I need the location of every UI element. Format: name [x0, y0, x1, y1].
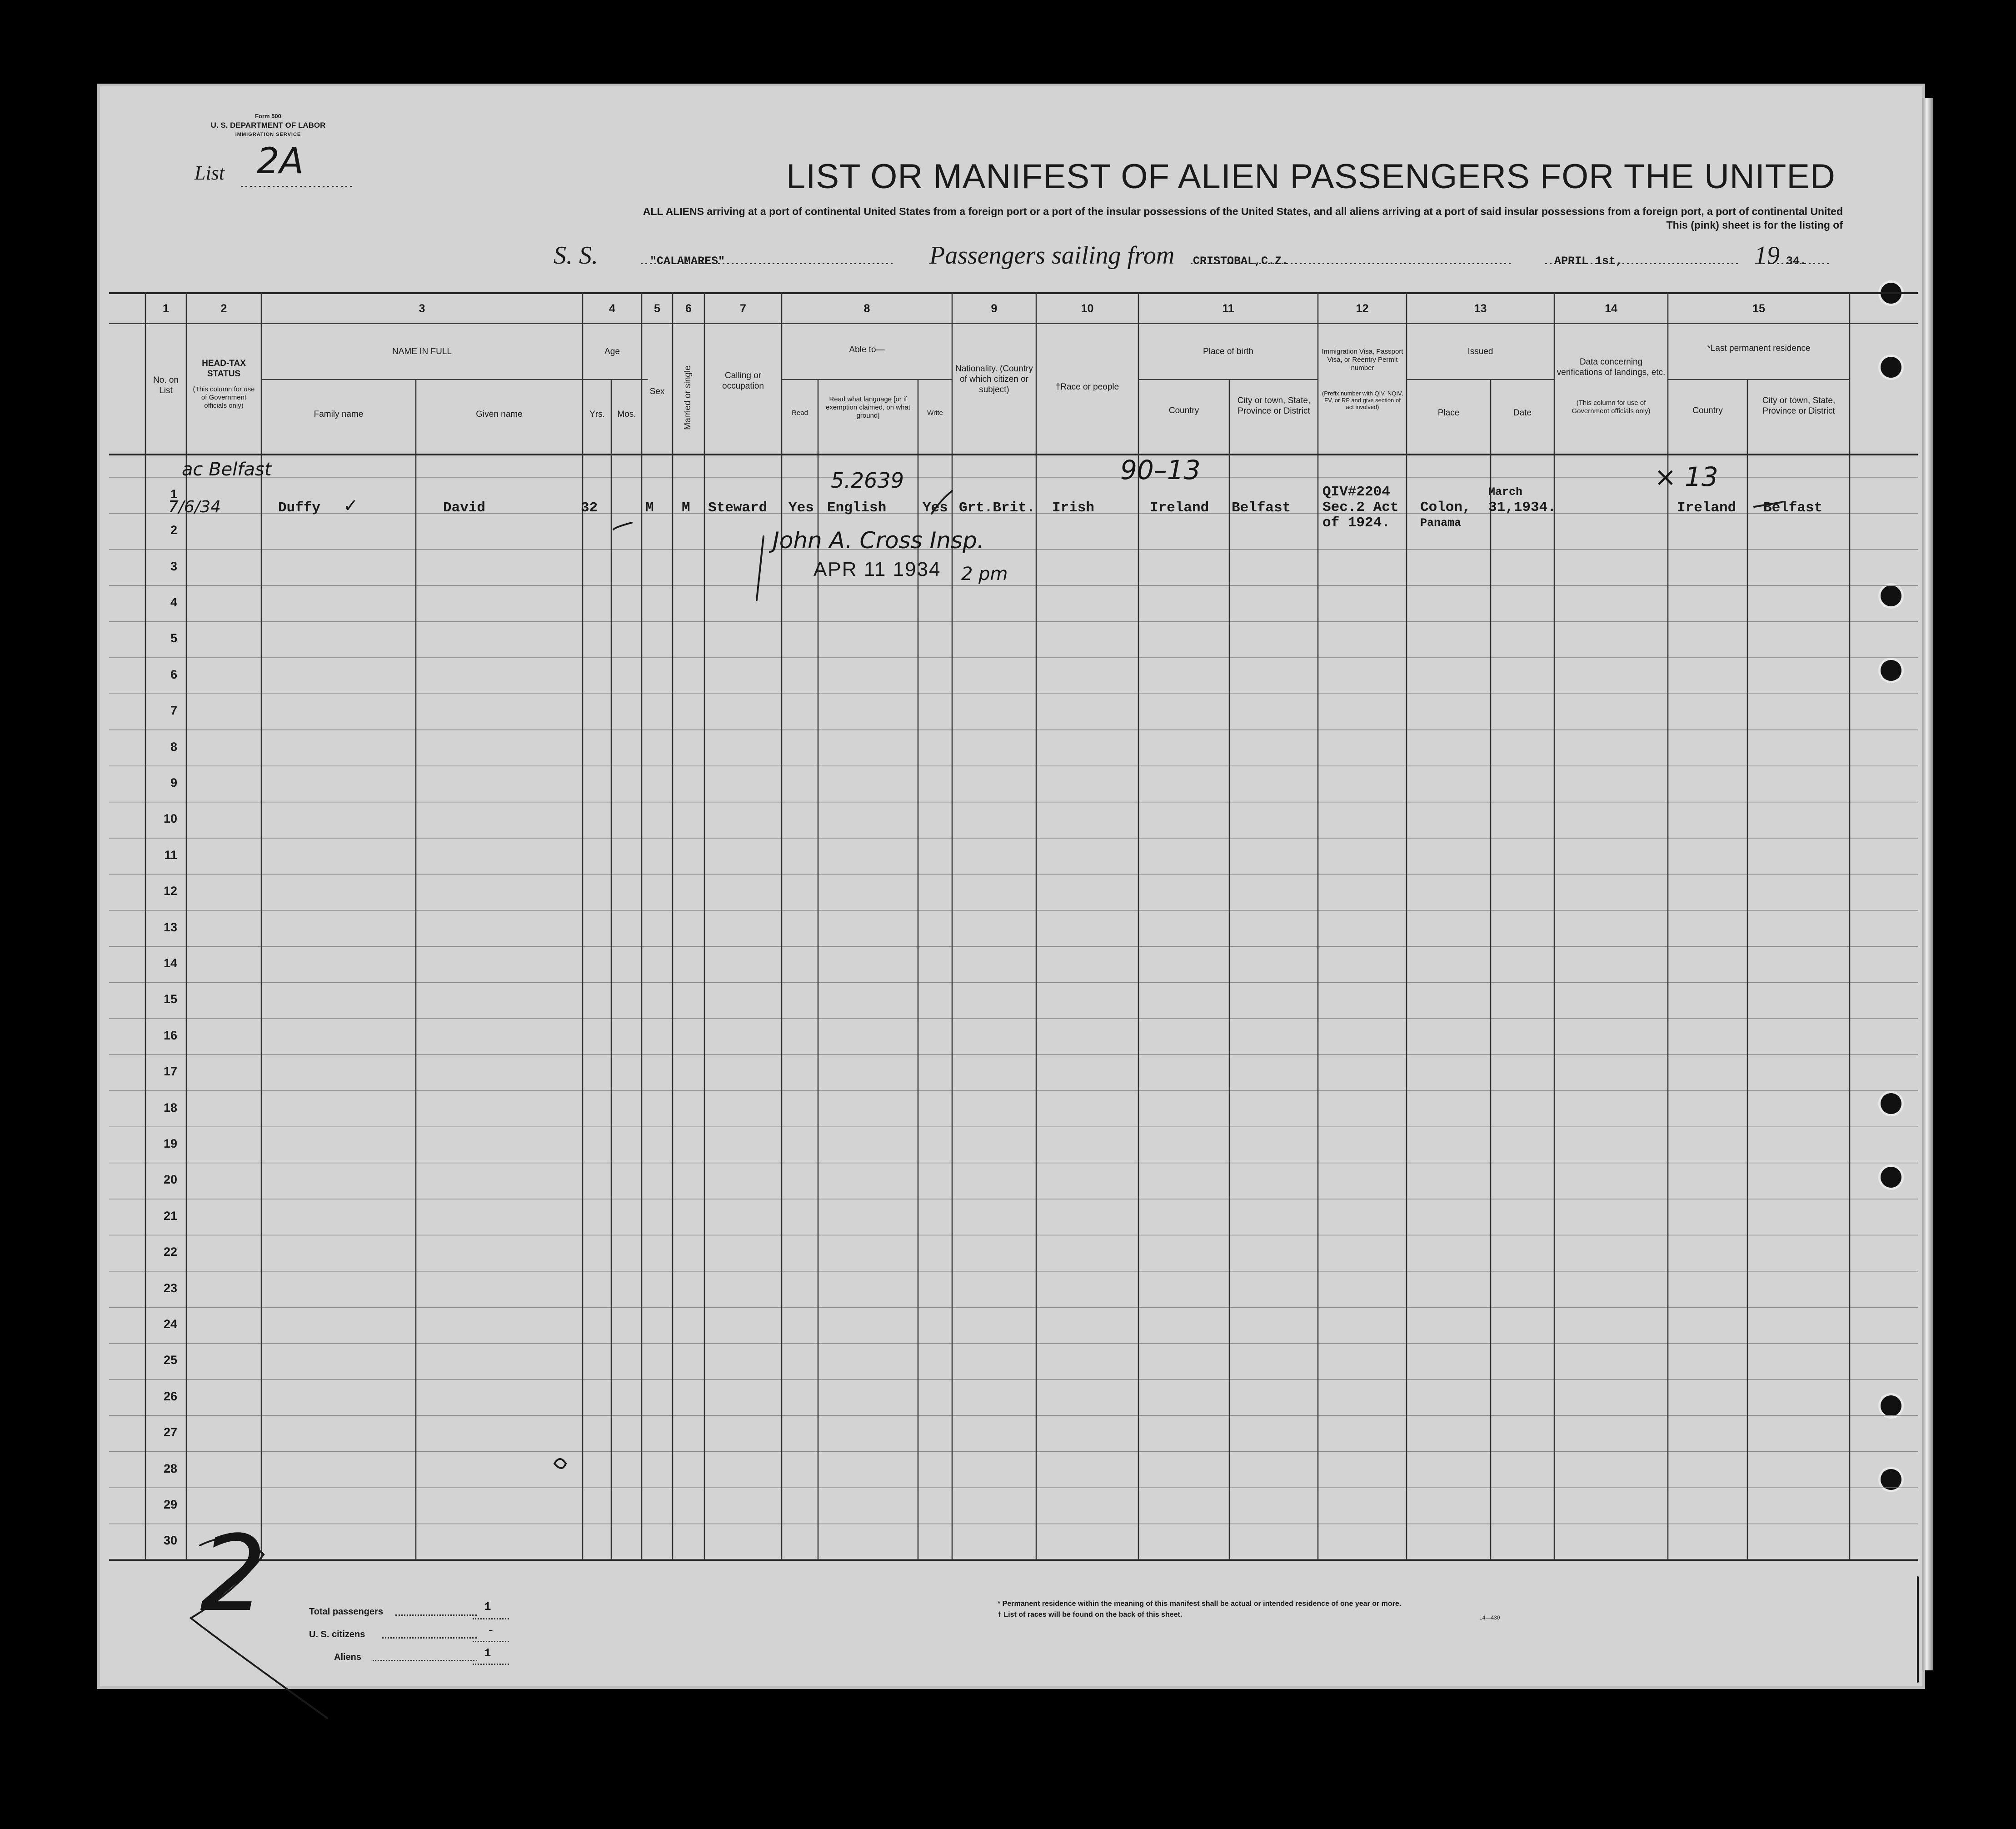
- passenger-race: Irish: [1052, 500, 1095, 516]
- date-stamp: APR 11 1934: [813, 558, 941, 580]
- row-number: 29: [163, 1497, 177, 1511]
- col-number: 4: [609, 302, 615, 315]
- col-number: 10: [1081, 302, 1094, 315]
- service-name: IMMIGRATION SERVICE: [235, 132, 301, 137]
- annotation-code: 90–13: [1120, 455, 1201, 485]
- row-number: 19: [163, 1136, 177, 1150]
- form-header-block: [186, 112, 350, 139]
- row-number: 14: [163, 956, 177, 970]
- header-family-name: Family name: [314, 410, 364, 419]
- row-number: 4: [170, 595, 177, 609]
- passenger-sex: M: [645, 500, 654, 516]
- annotation-date: 7/6/34: [168, 498, 221, 516]
- annotation-signature: John A. Cross Insp.: [773, 527, 984, 554]
- row-number: 8: [170, 740, 177, 754]
- total-passengers-label: Total passengers: [309, 1607, 384, 1617]
- us-citizens-value: -: [487, 1624, 494, 1637]
- page-subtitle: [450, 205, 1843, 232]
- col-number: 2: [220, 302, 227, 315]
- passenger-issued-place: [1420, 500, 1471, 531]
- sailing-date: APRIL 1st,: [1554, 255, 1623, 268]
- ship-name: "CALAMARES": [650, 255, 725, 268]
- col-number: 9: [991, 302, 998, 315]
- header-issued-date: Date: [1513, 408, 1532, 418]
- year-suffix: 34.: [1786, 255, 1807, 268]
- subtitle-line: This (pink) sheet is for the listing of: [1666, 219, 1843, 231]
- col-number: 7: [740, 302, 746, 315]
- row-number: 6: [170, 667, 177, 681]
- annotation-x13: × 13: [1654, 461, 1718, 492]
- header-head-tax-note: (This column for use of Government officials only): [193, 385, 255, 410]
- page-title: LIST OR MANIFEST OF ALIEN PASSENGERS FOR THE UNITED: [786, 157, 1836, 196]
- row-number: 25: [163, 1353, 177, 1367]
- row-number: 7: [170, 704, 177, 718]
- passenger-read: Yes: [788, 500, 814, 516]
- header-age: Age: [604, 347, 620, 356]
- header-given-name: Given name: [476, 410, 523, 419]
- aliens-label: Aliens: [334, 1652, 362, 1662]
- annotation-large-numeral: 2: [200, 1514, 267, 1635]
- header-no-on-list: No. on List: [153, 375, 179, 395]
- passenger-issued-date: [1488, 485, 1556, 515]
- col-number: 8: [863, 302, 870, 315]
- header-read-language: Read what language [or if exemption claimed, on what ground]: [826, 395, 910, 420]
- passenger-occupation: Steward: [708, 500, 768, 516]
- col-number: 14: [1605, 302, 1617, 315]
- header-sex: Sex: [649, 387, 665, 396]
- row-number: 16: [163, 1028, 177, 1042]
- col-number: 3: [419, 302, 425, 315]
- ss-label: S. S.: [554, 241, 598, 270]
- row-number: 26: [163, 1389, 177, 1403]
- header-write: Write: [927, 409, 943, 417]
- issued-place-line: Colon,: [1420, 500, 1471, 515]
- issued-place-line: Panama: [1420, 516, 1462, 530]
- row-number: 30: [163, 1534, 177, 1548]
- header-mos: Mos.: [617, 410, 636, 419]
- col-number: 5: [654, 302, 660, 315]
- header-res-city: City or town, State, Province or District: [1762, 396, 1836, 416]
- col-number: 11: [1222, 302, 1234, 315]
- header-married: Married or single: [683, 365, 693, 430]
- col-number: 13: [1474, 302, 1487, 315]
- col-number: 15: [1752, 302, 1765, 315]
- passenger-visa: [1322, 485, 1398, 531]
- header-issued-place: Place: [1437, 408, 1460, 418]
- passenger-language: English: [827, 500, 887, 516]
- passenger-res-country: Ireland: [1677, 500, 1737, 516]
- aliens-value: 1: [484, 1646, 491, 1660]
- header-issued: Issued: [1467, 347, 1493, 356]
- checkmark-icon: ✓: [343, 495, 359, 516]
- row-number: 23: [163, 1281, 177, 1295]
- header-last-residence: *Last permanent residence: [1707, 344, 1811, 353]
- subtitle-line: ALL ALIENS arriving at a port of continental United States from a foreign port or a port of the insular possessions of the United States, and all aliens arriving at a port of said insular possessions from a foreign port, a port of continental United: [643, 205, 1843, 217]
- col-number: 6: [685, 302, 692, 315]
- passenger-res-city: Belfast: [1763, 500, 1823, 516]
- header-head-tax: HEAD-TAX STATUS: [202, 359, 246, 379]
- header-yrs: Yrs.: [589, 410, 605, 419]
- col-number: 1: [163, 302, 169, 315]
- passenger-birth-country: Ireland: [1150, 500, 1209, 516]
- row-number: 13: [163, 920, 177, 934]
- passenger-married: M: [682, 500, 690, 516]
- footnote-residence: * Permanent residence within the meaning of this manifest shall be actual or intended residence of one year or more.: [998, 1600, 1402, 1608]
- passenger-write: Yes: [923, 500, 948, 516]
- header-read: Read: [792, 409, 808, 417]
- row-number: 22: [163, 1245, 177, 1259]
- annotation-cert-number: 5.2639: [831, 468, 904, 493]
- print-code: 14—430: [1479, 1614, 1500, 1621]
- header-birth-city: City or town, State, Province or District: [1237, 396, 1311, 416]
- list-number: 2A: [257, 141, 304, 182]
- header-calling: Calling or occupation: [722, 371, 764, 391]
- passenger-age-years: 32: [581, 500, 598, 516]
- form-number: Form 500: [255, 113, 281, 120]
- row-number: 10: [163, 812, 177, 826]
- row-number: 2: [170, 523, 177, 537]
- row-number: 17: [163, 1064, 177, 1079]
- department-name: U. S. DEPARTMENT OF LABOR: [210, 121, 326, 130]
- row-number: 15: [163, 992, 177, 1006]
- header-birth-country: Country: [1168, 406, 1199, 415]
- row-number: 3: [170, 559, 177, 573]
- visa-line: of 1924.: [1322, 515, 1390, 531]
- header-place-of-birth: Place of birth: [1203, 347, 1253, 356]
- header-landings-note: (This column for use of Government officials only): [1572, 399, 1651, 415]
- header-name-in-full: NAME IN FULL: [392, 347, 452, 356]
- header-race: †Race or people: [1055, 382, 1119, 392]
- row-number: 28: [163, 1461, 177, 1475]
- footnote-races: † List of races will be found on the back of this sheet.: [998, 1611, 1183, 1619]
- header-res-country: Country: [1692, 406, 1723, 415]
- col-number: 12: [1356, 302, 1369, 315]
- visa-line: QIV#2204: [1322, 484, 1390, 500]
- row-number: 20: [163, 1173, 177, 1187]
- list-label: List: [195, 162, 225, 184]
- issued-date-line: March: [1488, 485, 1523, 499]
- header-nationality: Nationality. (Country of which citizen or subject): [955, 364, 1033, 395]
- row-number: 1: [170, 487, 177, 501]
- row-number: 27: [163, 1425, 177, 1439]
- passenger-given-name: David: [443, 500, 486, 516]
- row-number: 24: [163, 1317, 177, 1331]
- sailing-label: Passengers sailing from: [929, 241, 1175, 270]
- header-able-to: Able to—: [849, 345, 885, 355]
- issued-date-line: 31,1934.: [1488, 500, 1556, 515]
- row-number: 9: [170, 775, 177, 790]
- annotation-ac-belfast: ac Belfast: [182, 459, 272, 480]
- row-number: 5: [170, 631, 177, 645]
- row-number: 12: [163, 884, 177, 898]
- departure-port: CRISTOBAL,C.Z.: [1193, 255, 1289, 268]
- passenger-family-name: Duffy: [278, 500, 321, 516]
- passenger-birth-city: Belfast: [1232, 500, 1291, 516]
- year-prefix: 19: [1754, 241, 1780, 270]
- row-number: 18: [163, 1100, 177, 1114]
- row-number: 11: [164, 848, 177, 862]
- total-passengers-value: 1: [484, 1600, 491, 1614]
- header-visa: Immigration Visa, Passport Visa, or Reentry Permit number: [1322, 348, 1403, 372]
- row-number: 21: [163, 1209, 177, 1223]
- annotation-time: 2 pm: [961, 564, 1008, 585]
- passenger-nationality: Grt.Brit.: [959, 500, 1035, 516]
- visa-line: Sec.2 Act: [1322, 500, 1399, 515]
- header-landings: Data concerning verifications of landings, etc.: [1557, 357, 1666, 377]
- us-citizens-label: U. S. citizens: [309, 1629, 365, 1639]
- header-visa-note: (Prefix number with QIV, NQIV, FV, or RP and give section of act involved): [1322, 390, 1403, 410]
